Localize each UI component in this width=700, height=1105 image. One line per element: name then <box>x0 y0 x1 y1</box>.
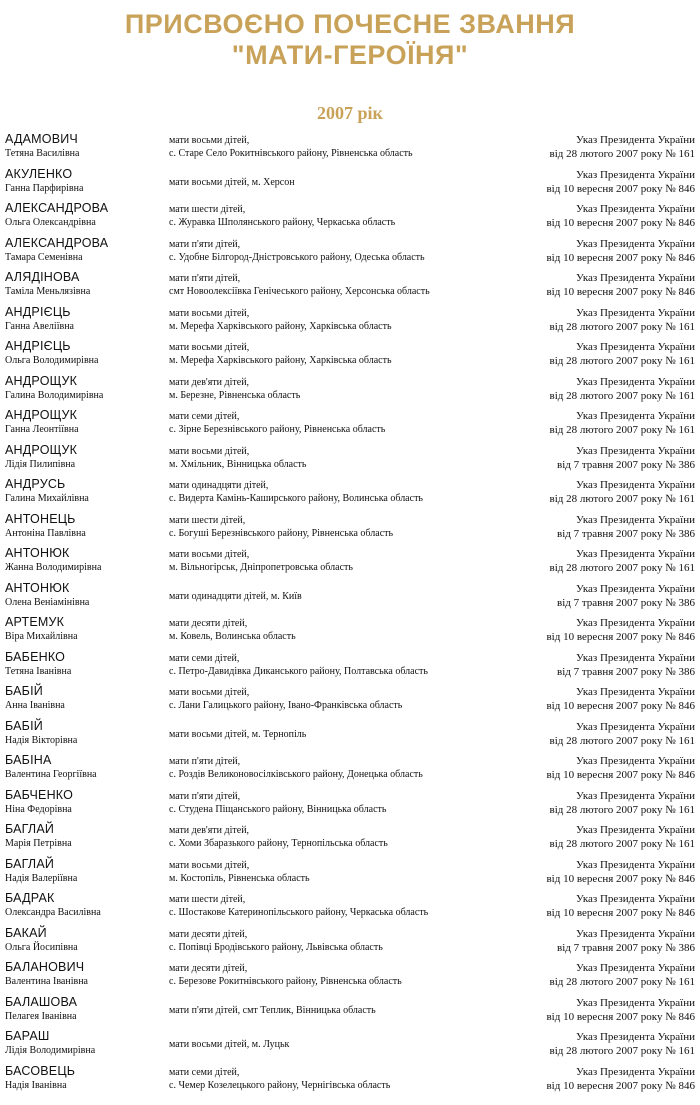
list-item <box>5 613 695 648</box>
surname-text: АНДРУСЬ <box>5 477 66 491</box>
description-line-1: мати п'яти дітей, <box>169 273 241 284</box>
decree-date: від 10 вересня 2007 року № 846 <box>546 217 695 229</box>
description-line-2: с. Видерта Камінь-Каширського району, Волинська область <box>169 493 423 504</box>
given-name-text: Ольга Володимирівна <box>5 355 99 366</box>
description-line-2: м. Костопіль, Рівненська область <box>169 872 310 884</box>
decree-date: від 10 вересня 2007 року № 846 <box>546 1079 695 1092</box>
list-item <box>5 199 695 234</box>
list-item <box>5 1062 695 1097</box>
list-item <box>5 1027 695 1062</box>
decree-date: від 7 травня 2007 року № 386 <box>557 596 695 609</box>
decree-date: від 28 лютого 2007 року № 161 <box>549 1045 695 1057</box>
surname-text: АНТОНЮК <box>5 580 70 595</box>
list-item <box>5 820 695 855</box>
decree-title: Указ Президента України <box>576 582 695 595</box>
decree-date: від 28 лютого 2007 року № 161 <box>549 320 695 333</box>
list-item <box>5 958 695 993</box>
list-item <box>5 510 695 545</box>
surname-text: БАБЕНКО <box>5 649 66 664</box>
description-line-1: мати одинадцяти дітей, <box>169 480 269 491</box>
description-line-2: с. Зірне Березнівського району, Рівненська область <box>169 424 386 435</box>
description-line-2: с. Березове Рокитнівського району, Рівненська область <box>169 976 402 987</box>
list-item <box>5 751 695 786</box>
description-line-2: мати одинадцяти дітей, м. Київ <box>169 590 302 602</box>
surname-text: БАКАЙ <box>5 925 47 940</box>
surname-text: АНТОНЮК <box>5 546 70 560</box>
given-name-text: Ніна Федорівна <box>5 803 72 815</box>
description-line-2: м. Мерефа Харківського району, Харківська область <box>169 355 392 366</box>
decree-title: Указ Президента України <box>576 134 695 146</box>
description-line-1: мати шести дітей, <box>169 514 246 526</box>
decree-title: Указ Президента України <box>576 824 695 836</box>
decree-date: від 10 вересня 2007 року № 846 <box>546 286 695 298</box>
surname-text: БАБІЙ <box>5 684 43 698</box>
given-name-text: Валентина Іванівна <box>5 976 88 987</box>
given-name-text: Олена Веніамінівна <box>5 596 90 608</box>
surname-text: АНДРІЄЦЬ <box>5 339 71 353</box>
decree-date: від 7 травня 2007 року № 386 <box>557 665 695 678</box>
decree-title: Указ Президента України <box>576 444 695 457</box>
list-item <box>5 786 695 821</box>
surname-text: БАРАШ <box>5 1029 50 1043</box>
description-line-1: мати семи дітей, <box>169 411 240 422</box>
list-item <box>5 130 695 165</box>
given-name-text: Надія Іванівна <box>5 1079 67 1091</box>
description-line-1: мати восьми дітей, <box>169 445 250 457</box>
description-line-2: мати восьми дітей, м. Луцьк <box>169 1039 290 1050</box>
given-name-text: Тетяна Василівна <box>5 148 80 159</box>
list-item <box>5 855 695 890</box>
description-line-1: мати восьми дітей, <box>169 859 250 871</box>
description-line-2: смт Новоолексіївка Генічеського району, Херсонська область <box>169 286 430 297</box>
description-line-2: с. Студена Піщанського району, Вінницька область <box>169 803 387 815</box>
given-name-text: Жанна Володимирівна <box>5 562 102 573</box>
surname-text: БАБІЙ <box>5 718 43 733</box>
decree-date: від 28 лютого 2007 року № 161 <box>549 803 695 816</box>
given-name-text: Віра Михайлівна <box>5 631 78 642</box>
description-line-1: мати восьми дітей, <box>169 549 250 560</box>
list-item <box>5 682 695 717</box>
given-name-text: Ганна Авеліївна <box>5 320 74 332</box>
description-line-1: мати десяти дітей, <box>169 618 248 629</box>
description-line-2: мати восьми дітей, м. Херсон <box>169 176 295 188</box>
list-item <box>5 165 695 200</box>
description-line-1: мати семи дітей, <box>169 652 240 664</box>
given-name-text: Ганна Леонтіївна <box>5 424 79 435</box>
description-line-1: мати п'яти дітей, <box>169 756 241 767</box>
list-item <box>5 372 695 407</box>
description-line-2: с. Богуші Березнівського району, Рівненська область <box>169 527 394 539</box>
list-item <box>5 924 695 959</box>
surname-text: АНДРОЩУК <box>5 373 78 388</box>
surname-text: БАГЛАЙ <box>5 856 55 871</box>
description-line-1: мати восьми дітей, <box>169 687 250 698</box>
decree-title: Указ Президента України <box>576 168 695 181</box>
given-name-text: Марія Петрівна <box>5 838 72 849</box>
decree-date: від 10 вересня 2007 року № 846 <box>546 700 695 712</box>
surname-text: АЛЯДІНОВА <box>5 270 80 284</box>
decree-title: Указ Президента України <box>576 272 695 284</box>
page-title-line-2: "МАТИ-ГЕРОЇНЯ" <box>231 40 469 70</box>
surname-text: БАГЛАЙ <box>5 822 55 836</box>
decree-date: від 10 вересня 2007 року № 846 <box>546 769 695 781</box>
description-line-2: м. Хмільник, Вінницька область <box>169 458 307 470</box>
decree-date: від 10 вересня 2007 року № 846 <box>546 182 695 195</box>
decree-date: від 28 лютого 2007 року № 161 <box>549 562 695 574</box>
decree-date: від 10 вересня 2007 року № 846 <box>546 872 695 885</box>
decree-date: від 10 вересня 2007 року № 846 <box>546 907 695 919</box>
list-item <box>5 889 695 924</box>
decree-title: Указ Президента України <box>576 341 695 353</box>
given-name-text: Ганна Парфирівна <box>5 182 84 194</box>
list-item <box>5 475 695 510</box>
description-line-2: с. Удобне Білгород-Дністровського району, Одеська область <box>169 251 425 263</box>
given-name-text: Олександра Василівна <box>5 907 101 918</box>
description-line-2: мати п'яти дітей, смт Теплик, Вінницька область <box>169 1004 376 1016</box>
decree-title: Указ Президента України <box>576 686 695 698</box>
list-item <box>5 993 695 1028</box>
given-name-text: Тамара Семенівна <box>5 251 83 263</box>
list-item <box>5 234 695 269</box>
description-line-1: мати дев'яти дітей, <box>169 825 250 836</box>
description-line-2: с. Журавка Шполянського району, Черкаська область <box>169 217 396 228</box>
description-line-2: с. Старе Село Рокитнівського району, Рівненська область <box>169 148 413 159</box>
decree-title: Указ Президента України <box>576 651 695 664</box>
decree-date: від 28 лютого 2007 року № 161 <box>549 355 695 367</box>
decree-title: Указ Президента України <box>576 203 695 215</box>
decree-date: від 10 вересня 2007 року № 846 <box>546 631 695 643</box>
given-name-text: Пелагея Іванівна <box>5 1010 77 1022</box>
decree-title: Указ Президента України <box>576 617 695 629</box>
decree-date: від 28 лютого 2007 року № 161 <box>549 838 695 850</box>
decree-title: Указ Президента України <box>576 1065 695 1078</box>
description-line-2: с. Лани Галицького району, Івано-Франківська область <box>169 700 403 711</box>
decree-title: Указ Президента України <box>576 237 695 250</box>
decree-title: Указ Президента України <box>576 720 695 733</box>
given-name-text: Надія Валеріївна <box>5 872 78 884</box>
description-line-2: м. Березне, Рівненська область <box>169 389 301 401</box>
decree-title: Указ Президента України <box>576 1031 695 1043</box>
decree-title: Указ Президента України <box>576 410 695 422</box>
list-item <box>5 337 695 372</box>
given-name-text: Лідія Пилипівна <box>5 458 76 470</box>
list-item <box>5 579 695 614</box>
decree-date: від 28 лютого 2007 року № 161 <box>549 424 695 436</box>
page-title-line-1: ПРИСВОЄНО ПОЧЕСНЕ ЗВАННЯ <box>124 9 576 39</box>
decree-date: від 28 лютого 2007 року № 161 <box>549 734 695 747</box>
surname-text: АКУЛЕНКО <box>5 166 73 181</box>
given-name-text: Лідія Володимирівна <box>5 1045 96 1056</box>
decree-title: Указ Президента України <box>576 789 695 802</box>
description-line-2: с. Роздів Великоновосілківського району, Донецька область <box>169 769 423 780</box>
surname-text: АНДРОЩУК <box>5 408 78 422</box>
decree-title: Указ Президента України <box>576 893 695 905</box>
decree-date: від 10 вересня 2007 року № 846 <box>546 1010 695 1023</box>
description-line-1: мати восьми дітей, <box>169 342 250 353</box>
decree-date: від 28 лютого 2007 року № 161 <box>549 493 695 505</box>
list-item <box>5 268 695 303</box>
list-item <box>5 406 695 441</box>
decree-title: Указ Президента України <box>576 306 695 319</box>
list-item <box>5 648 695 683</box>
given-name-text: Анна Іванівна <box>5 700 65 711</box>
description-line-2: с. Хоми Збаразького району, Тернопільська область <box>169 838 388 849</box>
surname-text: АНДРОЩУК <box>5 442 78 457</box>
list-item <box>5 303 695 338</box>
decree-title: Указ Президента України <box>576 996 695 1009</box>
decree-title: Указ Президента України <box>576 513 695 526</box>
description-line-1: мати десяти дітей, <box>169 928 248 940</box>
decree-date: від 28 лютого 2007 року № 161 <box>549 976 695 988</box>
given-name-text: Ольга Йосипівна <box>5 941 78 953</box>
decree-title: Указ Президента України <box>576 858 695 871</box>
given-name-text: Антоніна Павлівна <box>5 527 86 539</box>
decree-date: від 7 травня 2007 року № 386 <box>557 941 695 954</box>
description-line-2: м. Ковель, Волинська область <box>169 631 296 642</box>
description-line-1: мати восьми дітей, <box>169 135 250 146</box>
given-name-text: Галина Володимирівна <box>5 389 104 401</box>
description-line-2: м. Вільногірськ, Дніпропетровська область <box>169 562 353 573</box>
description-line-2: с. Попівці Бродівського району, Львівська область <box>169 941 383 953</box>
description-line-2: с. Шостакове Катеринопільського району, Черкаська область <box>169 907 429 918</box>
description-line-2: мати восьми дітей, м. Тернопіль <box>169 728 307 740</box>
description-line-1: мати дев'яти дітей, <box>169 376 250 388</box>
list-item <box>5 441 695 476</box>
given-name-text: Тетяна Іванівна <box>5 665 72 677</box>
description-line-2: с. Чемер Козелецького району, Чернігівська область <box>169 1079 391 1091</box>
decree-date: від 10 вересня 2007 року № 846 <box>546 251 695 264</box>
list-item <box>5 717 695 752</box>
decree-title: Указ Президента України <box>576 375 695 388</box>
surname-text: БАЛАНОВИЧ <box>5 960 85 974</box>
given-name-text: Надія Вікторівна <box>5 734 78 746</box>
decree-title: Указ Президента України <box>576 962 695 974</box>
surname-text: БАБІНА <box>5 753 52 767</box>
surname-text: АНДРІЄЦЬ <box>5 304 71 319</box>
decree-date: від 7 травня 2007 року № 386 <box>557 527 695 540</box>
decree-title: Указ Президента України <box>576 927 695 940</box>
description-line-1: мати десяти дітей, <box>169 963 248 974</box>
decree-title: Указ Президента України <box>576 548 695 560</box>
surname-text: БАСОВЕЦЬ <box>5 1063 76 1078</box>
description-line-1: мати семи дітей, <box>169 1066 240 1078</box>
description-line-1: мати шести дітей, <box>169 204 246 215</box>
surname-text: БАБЧЕНКО <box>5 787 74 802</box>
description-line-1: мати шести дітей, <box>169 894 246 905</box>
award-list <box>5 130 695 1096</box>
given-name-text: Галина Михайлівна <box>5 493 89 504</box>
description-line-1: мати п'яти дітей, <box>169 238 241 250</box>
surname-text: АЛЕКСАНДРОВА <box>5 235 109 250</box>
decree-date: від 28 лютого 2007 року № 161 <box>549 389 695 402</box>
surname-text: АНТОНЕЦЬ <box>5 511 76 526</box>
surname-text: БАДРАК <box>5 891 55 905</box>
description-line-1: мати восьми дітей, <box>169 307 250 319</box>
decree-date: від 28 лютого 2007 року № 161 <box>549 148 695 160</box>
description-line-2: м. Мерефа Харківського району, Харківська область <box>169 320 392 332</box>
description-line-1: мати п'яти дітей, <box>169 790 241 802</box>
decree-date: від 7 травня 2007 року № 386 <box>557 458 695 471</box>
surname-text: БАЛАШОВА <box>5 994 78 1009</box>
year-heading: 2007 рік <box>317 103 383 123</box>
decree-title: Указ Президента України <box>576 479 695 491</box>
description-line-2: с. Петро-Давидівка Диканського району, Полтавська область <box>169 665 428 677</box>
surname-text: АЛЕКСАНДРОВА <box>5 201 109 215</box>
given-name-text: Валентина Георгіївна <box>5 769 97 780</box>
given-name-text: Ольга Олександрівна <box>5 217 96 228</box>
surname-text: АДАМОВИЧ <box>5 132 78 146</box>
given-name-text: Таміла Меньлязівна <box>5 286 91 297</box>
surname-text: АРТЕМУК <box>5 615 65 629</box>
list-item <box>5 544 695 579</box>
decree-title: Указ Президента України <box>576 755 695 767</box>
